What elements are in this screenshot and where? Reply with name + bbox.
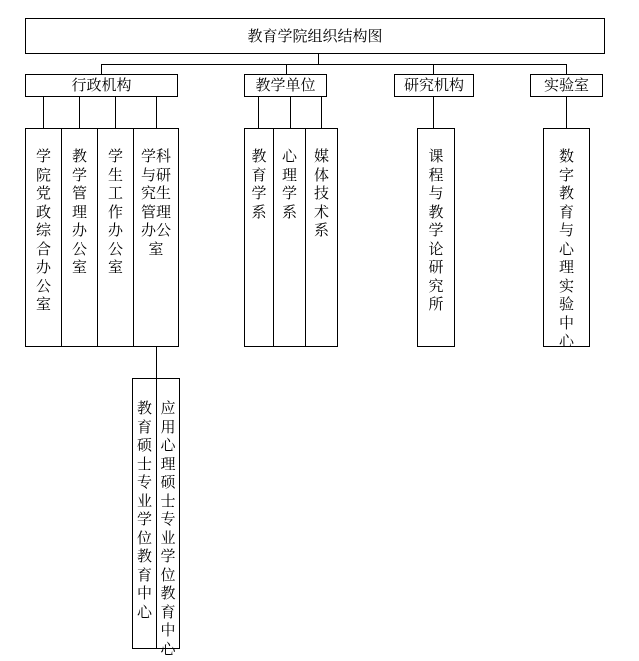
group-teaching-box bbox=[244, 74, 327, 97]
group-lab-box bbox=[530, 74, 603, 97]
admin-unit-label: 学院党政综合办公室 bbox=[35, 147, 51, 313]
research-unit-label: 课程与教学论研究所 bbox=[428, 147, 444, 313]
connector-admin-child-1 bbox=[43, 96, 44, 129]
teaching-unit-label: 媒体技术系 bbox=[313, 147, 329, 239]
root-box bbox=[25, 18, 605, 54]
admin-unit-label: 教学管理办公室 bbox=[71, 147, 87, 276]
teaching-unit-box bbox=[305, 128, 338, 347]
group-lab-label: 实验室 bbox=[543, 76, 589, 94]
connector-teaching-child-2 bbox=[290, 96, 291, 129]
connector-sub-units bbox=[156, 346, 157, 378]
admin-unit-label: 学生工作办公室 bbox=[107, 147, 123, 276]
sub-unit-box bbox=[156, 378, 180, 658]
sub-unit-label: 教育硕士专业学位教育中心 bbox=[137, 399, 153, 621]
research-unit-box bbox=[417, 128, 455, 347]
connector-teaching-child-3 bbox=[321, 96, 322, 129]
connector-admin-child-3 bbox=[115, 96, 116, 129]
connector-admin-up bbox=[101, 64, 102, 74]
lab-unit-box bbox=[543, 128, 590, 350]
root-label: 教育学院组织结构图 bbox=[247, 26, 383, 45]
teaching-unit-label: 教育学系 bbox=[251, 147, 267, 221]
admin-unit-box bbox=[133, 128, 179, 347]
connector-research-child-1 bbox=[433, 96, 434, 129]
group-teaching-label: 教学单位 bbox=[255, 76, 316, 94]
connector-lab-child-1 bbox=[566, 96, 567, 129]
group-admin-box bbox=[25, 74, 178, 97]
lab-unit-label: 数字教育与心理实验中心 bbox=[558, 147, 574, 350]
admin-unit-box bbox=[25, 128, 62, 347]
admin-unit-box bbox=[97, 128, 134, 347]
connector-admin-child-4 bbox=[156, 96, 157, 129]
connector-lab-up bbox=[566, 64, 567, 74]
connector-teaching-up bbox=[286, 64, 287, 74]
connector-teaching-child-1 bbox=[258, 96, 259, 129]
connector-group-bar bbox=[101, 64, 567, 65]
teaching-unit-box bbox=[244, 128, 274, 347]
admin-unit-box bbox=[61, 128, 98, 347]
sub-unit-box bbox=[132, 378, 157, 649]
connector-research-up bbox=[433, 64, 434, 74]
connector-admin-child-2 bbox=[79, 96, 80, 129]
group-admin-label: 行政机构 bbox=[71, 76, 132, 94]
sub-unit-label: 应用心理硕士专业学位教育中心 bbox=[160, 399, 176, 658]
group-research-box bbox=[394, 74, 474, 97]
teaching-unit-label: 心理学系 bbox=[281, 147, 297, 221]
group-research-label: 研究机构 bbox=[403, 76, 464, 94]
admin-unit-label: 学科与研究生管理办公室 bbox=[140, 147, 171, 258]
teaching-unit-box bbox=[273, 128, 306, 347]
